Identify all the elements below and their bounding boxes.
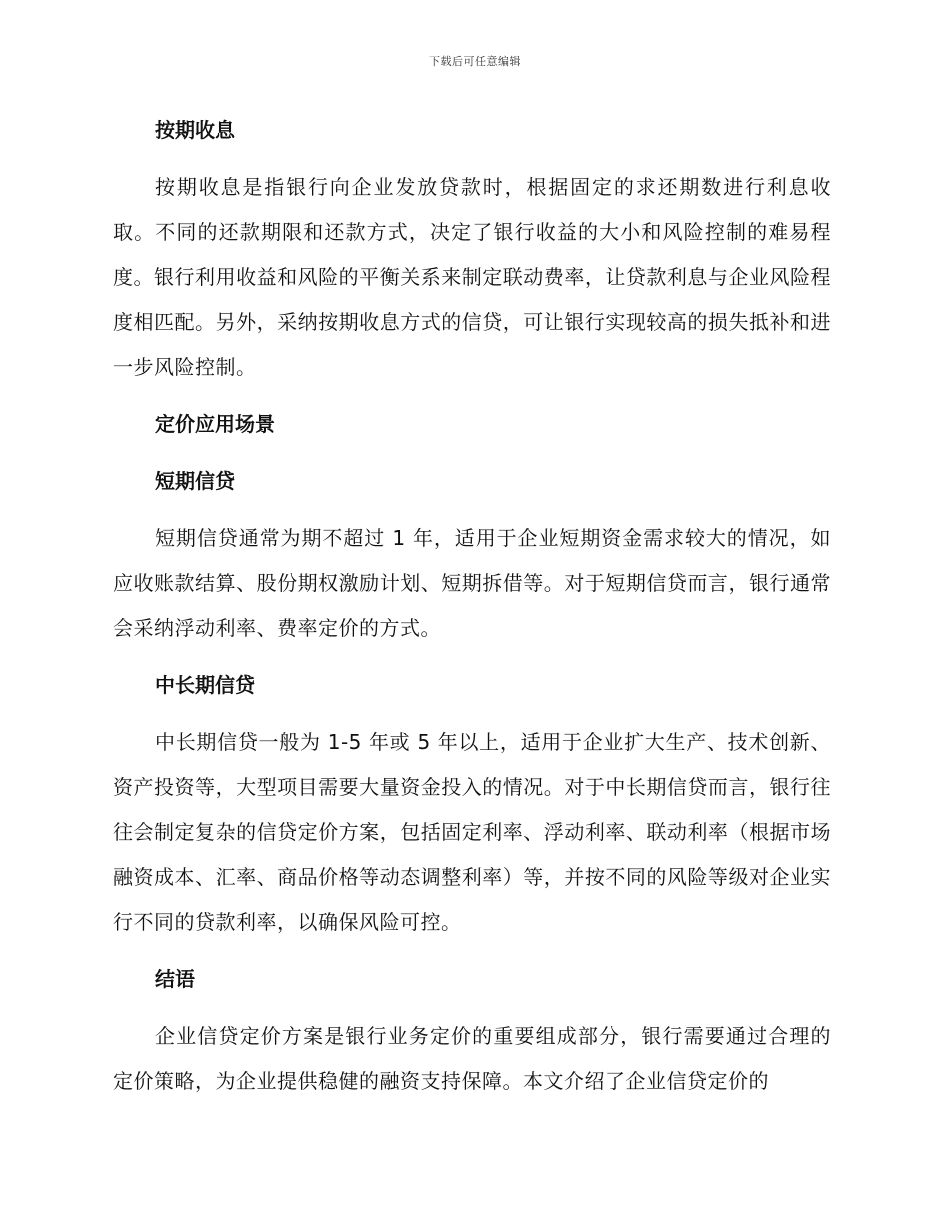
section-paragraph-interest-collection: 按期收息是指银行向企业发放贷款时，根据固定的求还期数进行利息收取。不同的还款期限和还款方式，决定了银行收益的大小和风险控制的难易程度。银行利用收益和风险的平衡关系来制定联动费率，让贷款利息与企业风险程度相匹配。另外，采纳按期收息方式的信贷，可让银行实现较高的损失抵补和进一步风险控制。 xyxy=(113,175,831,379)
header-note: 下载后可任意编辑 xyxy=(429,55,521,68)
section-heading-pricing-scenarios: 定价应用场景 xyxy=(155,412,275,436)
section-paragraph-short-term-credit: 短期信贷通常为期不超过 1 年，适用于企业短期资金需求较大的情况，如应收账款结算、股份期权激励计划、短期拆借等。对于短期信贷而言，银行通常会采纳浮动利率、费率定价的方式。 xyxy=(113,526,831,640)
section-heading-short-term-credit: 短期信贷 xyxy=(155,469,235,493)
section-paragraph-long-term-credit: 中长期信贷一般为 1-5 年或 5 年以上，适用于企业扩大生产、技术创新、资产投资等，大型项目需要大量资金投入的情况。对于中长期信贷而言，银行往往会制定复杂的信贷定价方案，包括固定利率、浮动利率、联动利率（根据市场融资成本、汇率、商品价格等动态调整利率）等，并按不同的风险等级对企业实行不同的贷款利率，以确保风险可控。 xyxy=(113,730,831,934)
section-paragraph-conclusion: 企业信贷定价方案是银行业务定价的重要组成部分，银行需要通过合理的定价策略，为企业提供稳健的融资支持保障。本文介绍了企业信贷定价的 xyxy=(113,1024,831,1093)
section-heading-long-term-credit: 中长期信贷 xyxy=(155,673,255,697)
section-heading-interest-collection: 按期收息 xyxy=(155,118,235,142)
section-heading-conclusion: 结语 xyxy=(155,967,195,991)
document-body xyxy=(113,108,831,1104)
